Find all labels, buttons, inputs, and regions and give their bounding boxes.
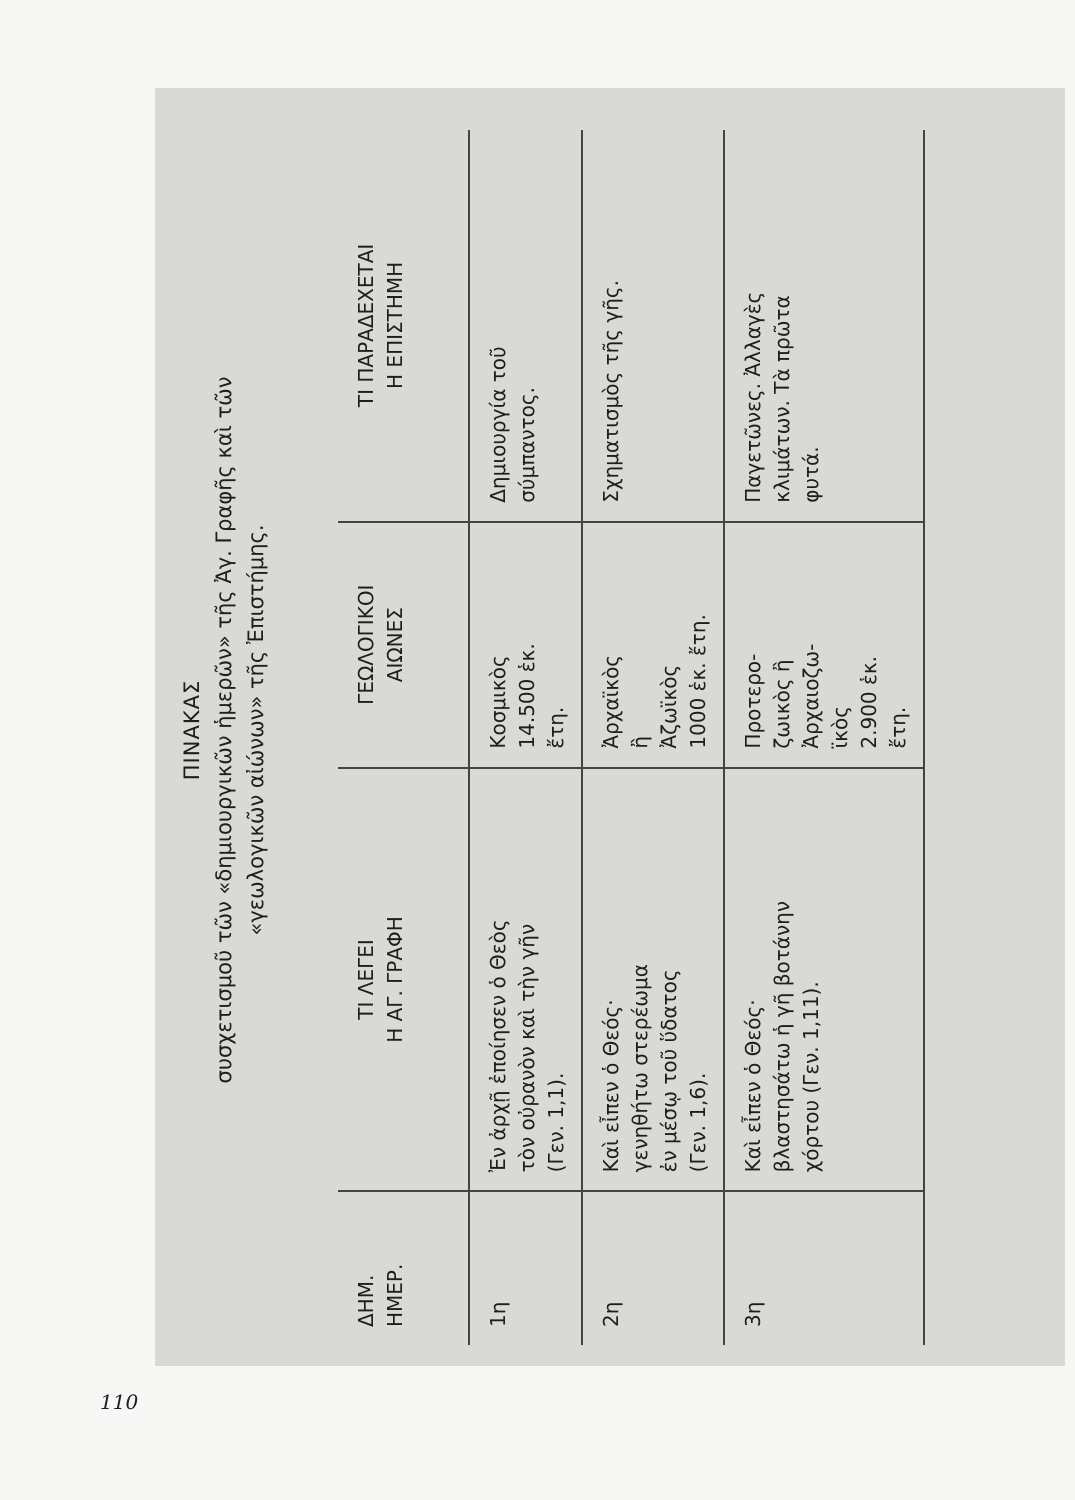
day-cell: 3η [724, 1191, 924, 1345]
table-header-row [338, 130, 469, 1345]
rotated-table-block [150, 90, 910, 1370]
day-cell: 2η [582, 1191, 724, 1345]
table-row [582, 130, 724, 1345]
science-cell: Σχηματισμὸς τῆς γῆς. [582, 130, 724, 522]
science-cell: Δημιουργία τοῦ σύμπαντος. [469, 130, 582, 522]
geology-cell: Προτερο- ζωικὸς ἢ Ἀρχαιοζω- ϊκὸς 2.900 ἑκ. ἔτη. [724, 522, 924, 768]
header-geology: ΓΕΩΛΟΓΙΚΟΙ ΑΙΩΝΕΣ [338, 522, 469, 768]
page-number: 110 [100, 1390, 139, 1414]
caption-title: ΠΙΝΑΚΑΣ [180, 679, 204, 781]
table-caption [150, 90, 328, 1370]
geology-cell: Ἀρχαϊκὸς ἢ Ἀζωϊκὸς 1000 ἑκ. ἔτη. [582, 522, 724, 768]
caption-line-1: συσχετισμοῦ τῶν «δημιουργικῶν ἡμερῶν» τῆς Ἀγ. Γραφῆς καὶ τῶν [212, 376, 236, 1084]
genesis-cell: Καὶ εἶπεν ὁ Θεός· γενηθήτω στερέωμα ἐν μέσῳ τοῦ ὕδατος (Γεν. 1,6). [582, 768, 724, 1192]
table-row [724, 130, 924, 1345]
header-day: ΔΗΜ. ΗΜΕΡ. [338, 1191, 469, 1345]
science-cell: Παγετῶνες. Ἀλλαγὲς κλιμάτων. Τὰ πρῶτα φυτά. [724, 130, 924, 522]
genesis-cell: Ἐν ἀρχῇ ἐποίησεν ὁ Θεὸς τὸν οὐρανὸν καὶ τὴν γῆν (Γεν. 1,1). [469, 768, 582, 1192]
header-science: ΤΙ ΠΑΡΑΔΕΧΕΤΑΙ Η ΕΠΙΣΤΗΜΗ [338, 130, 469, 522]
genesis-cell: Καὶ εἶπεν ὁ Θεός· βλαστησάτω ἡ γῆ βοτάνην χόρτου (Γεν. 1,11). [724, 768, 924, 1192]
caption-line-2: «γεωλογικῶν αἰώνων» τῆς Ἐπιστήμης. [244, 524, 268, 936]
table-row [469, 130, 582, 1345]
correlation-table [338, 130, 925, 1345]
day-cell: 1η [469, 1191, 582, 1345]
header-genesis: ΤΙ ΛΕΓΕΙ Η ΑΓ. ΓΡΑΦΗ [338, 768, 469, 1192]
geology-cell: Κοσμικὸς 14.500 ἑκ. ἔτη. [469, 522, 582, 768]
correlation-table-wrap [338, 90, 910, 1370]
